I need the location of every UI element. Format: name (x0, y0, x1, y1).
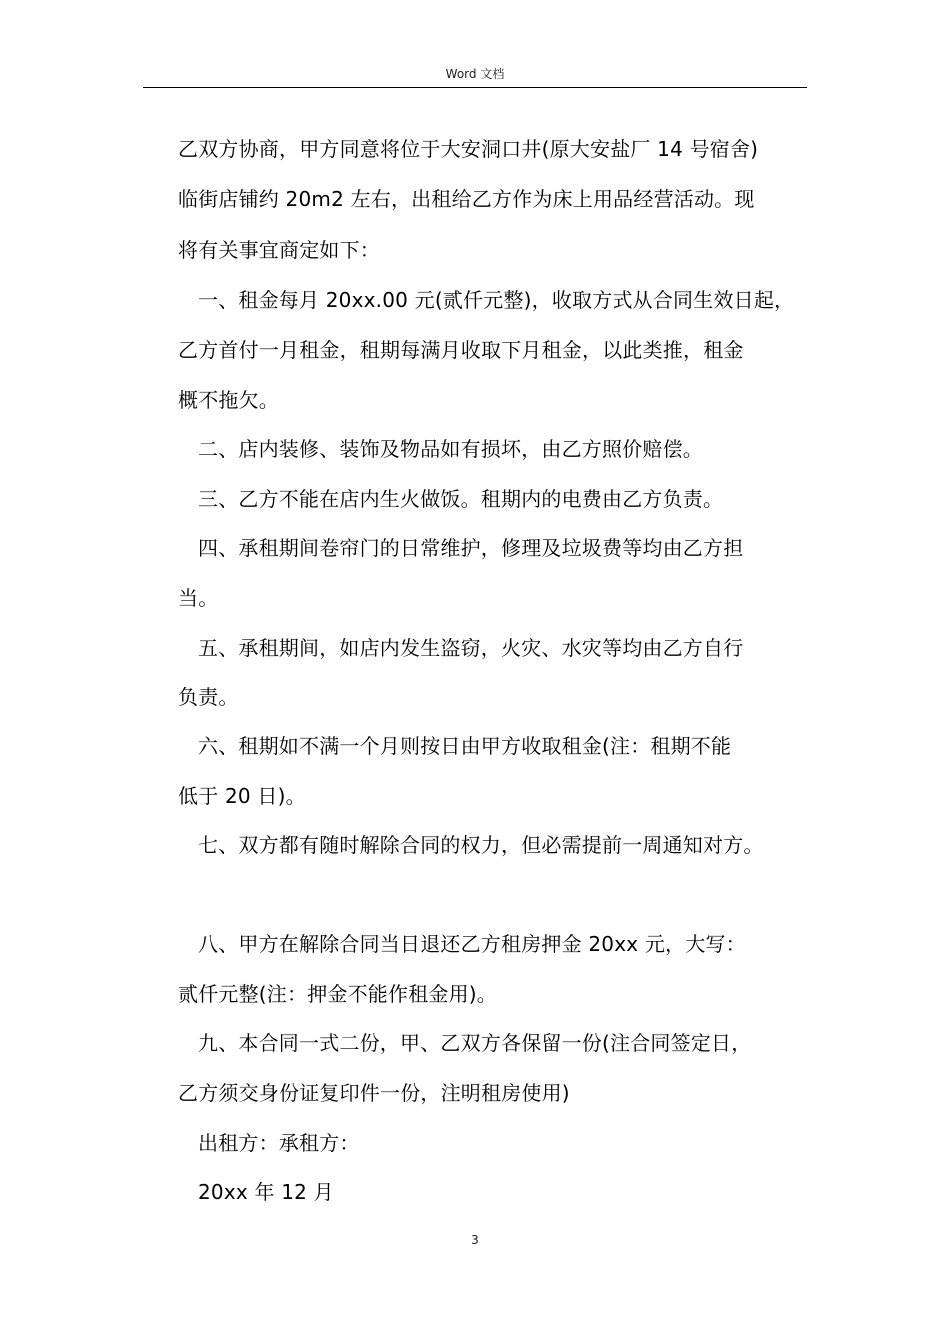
body-line: 三、乙方不能在店内生火做饭。租期内的电费由乙方负责。 (198, 487, 724, 511)
body-line: 四、承租期间卷帘门的日常维护，修理及垃圾费等均由乙方担 (198, 536, 744, 560)
body-line: 乙双方协商，甲方同意将位于大安洞口井(原大安盐厂 14 号宿舍) (178, 137, 759, 161)
body-line: 一、租金每月 20xx.00 元(贰仟元整)，收取方式从合同生效日起， (198, 288, 795, 312)
body-line: 七、双方都有随时解除合同的权力，但必需提前一周通知对方。 (198, 833, 764, 857)
body-line: 二、店内装修、装饰及物品如有损坏，由乙方照价赔偿。 (198, 437, 703, 461)
body-line: 20xx 年 12 月 (198, 1180, 334, 1204)
body-line: 将有关事宜商定如下： (178, 238, 380, 262)
body-line: 贰仟元整(注：押金不能作租金用)。 (178, 982, 498, 1006)
body-line: 负责。 (178, 685, 239, 709)
page-number: 3 (471, 1233, 479, 1247)
body-line: 五、承租期间，如店内发生盗窃，火灾、水灾等均由乙方自行 (198, 636, 744, 660)
body-line: 八、甲方在解除合同当日退还乙方租房押金 20xx 元，大写： (198, 932, 746, 956)
body-line: 六、租期如不满一个月则按日由甲方收取租金(注：租期不能 (198, 734, 732, 758)
page-header: Word 文档 (445, 67, 505, 81)
body-line: 出租方：承租方： (198, 1131, 360, 1155)
body-line: 临街店铺约 20m2 左右，出租给乙方作为床上用品经营活动。现 (178, 187, 755, 211)
body-line: 当。 (178, 586, 219, 610)
body-line: 乙方须交身份证复印件一份，注明租房使用) (178, 1081, 570, 1105)
header-rule (143, 87, 807, 88)
body-line: 乙方首付一月租金，租期每满月收取下月租金，以此类推，租金 (178, 338, 744, 362)
body-line: 概不拖欠。 (178, 388, 279, 412)
body-line: 低于 20 日)。 (178, 784, 306, 808)
body-line: 九、本合同一式二份，甲、乙双方各保留一份(注合同签定日， (198, 1031, 752, 1055)
